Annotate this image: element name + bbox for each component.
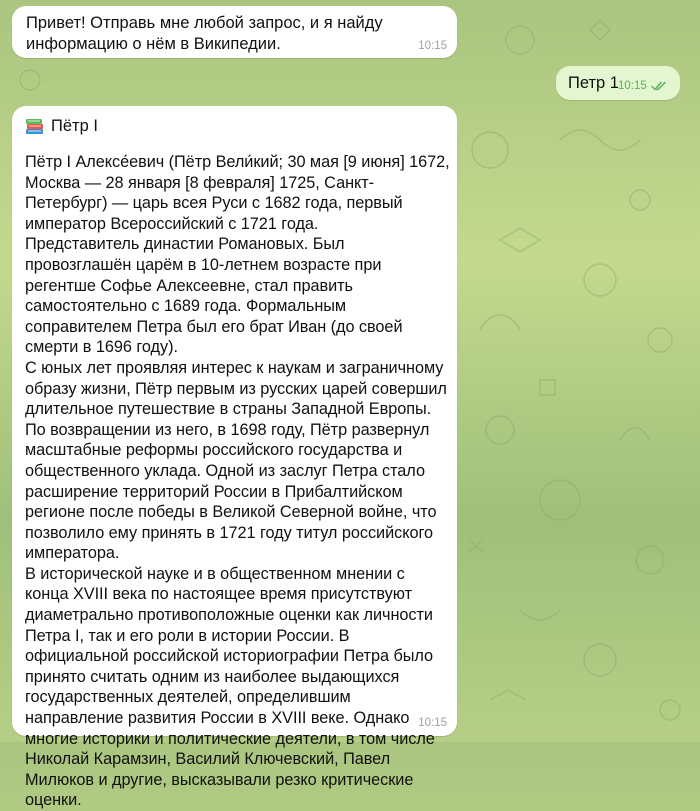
books-icon	[25, 117, 45, 135]
article-title: Пётр I	[51, 117, 98, 135]
bot-greeting-message[interactable]	[12, 6, 457, 58]
message-text: Петр 1	[568, 74, 619, 92]
article-body: Пётр I Алексе́евич (Пётр Вели́кий; 30 мая [9 июня] 1672, Москва — 28 января [8 февраля] 1725, Санкт-Петербург) — царь всея Руси с 1682 года, первый император Всероссийский с 1721 года. Представитель династии Романовых. Был провозглашён царём в 10-летнем возрасте при регентше Софье Алексеевне, стал править самостоятельно с 1689 года. Формальным соправителем Петра был его брат Иван (до своей смерти в 1696 году). С юных лет проявляя интерес к наукам и заграничному образу жизни, Пётр первым из русских царей совершил длительное путешествие в страны Западной Европы. По возвращении из него, в 1698 году, Пётр развернул масштабные реформы российского государства и общественного уклада. Одной из заслуг Петра стало расширение территорий России в Прибалтийском регионе после победы в Великой Северной войне, что позволило ему принять в 1721 году титул российского императора. В исторической науке и в общественном мнении с конца XVIII века по настоящее время присутствуют диаметрально противоположные оценки как личности Петра I, так и его роли в истории России. В официальной российской историографии Петра было принято считать одним из наиболее выдающихся государственных деятелей, определившим направление развития России в XVIII веке. Однако многие историки и политические деятели, в том числе Николай Карамзин, Василий Ключевский, Павел Милюков и другие, высказывали резко критические оценки.	[25, 153, 450, 810]
bot-article-message[interactable]	[12, 106, 457, 810]
message-text: Привет! Отправь мне любой запрос, и я найду информацию о нём в Википедии.	[26, 14, 383, 53]
message-time: 10:15	[618, 80, 647, 92]
user-message[interactable]	[556, 66, 680, 100]
message-time: 10:15	[418, 40, 447, 52]
double-check-icon	[651, 80, 667, 92]
message-time: 10:15	[418, 717, 447, 729]
article-header	[25, 116, 98, 136]
